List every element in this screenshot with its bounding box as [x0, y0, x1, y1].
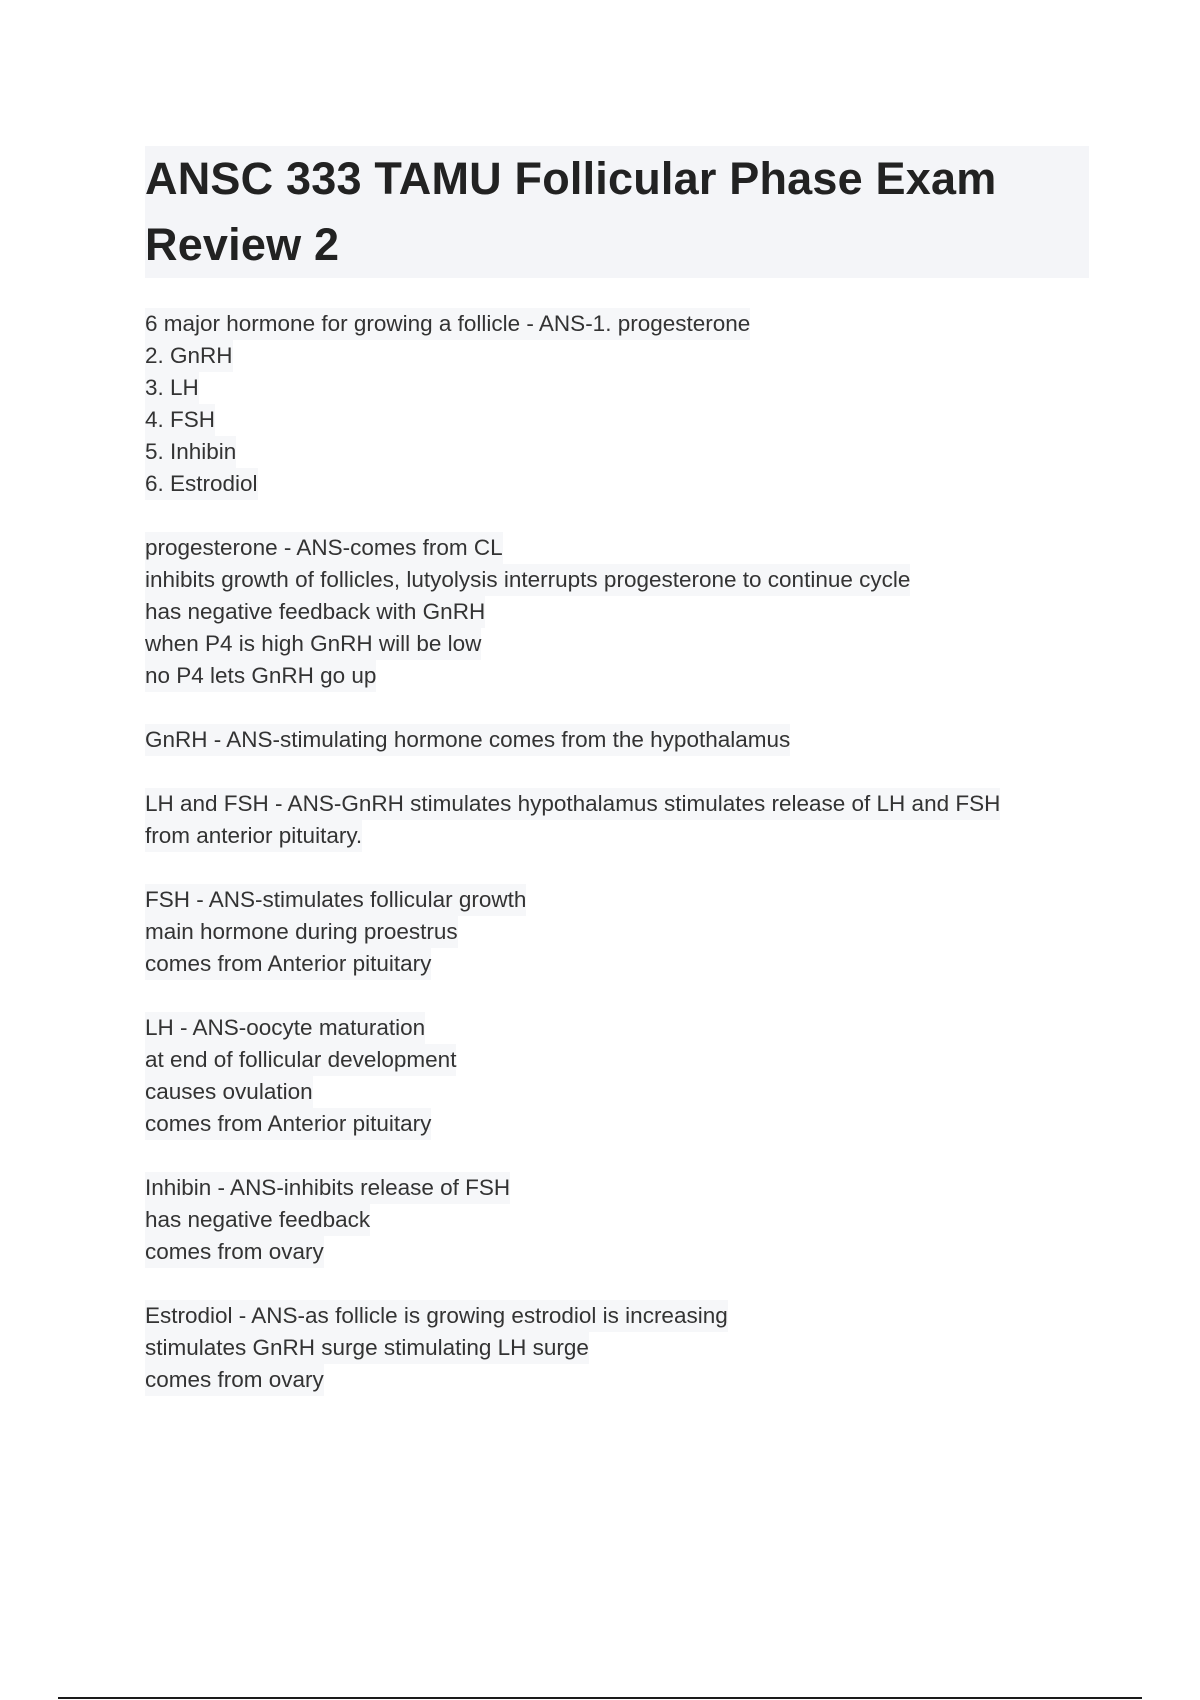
text-line: 6. Estrodiol — [145, 468, 258, 500]
text-line: FSH - ANS-stimulates follicular growth — [145, 884, 526, 916]
text-line: Estrodiol - ANS-as follicle is growing estrodiol is increasing — [145, 1300, 728, 1332]
text-line: at end of follicular development — [145, 1044, 456, 1076]
qa-block — [145, 1172, 1089, 1268]
text-line: main hormone during proestrus — [145, 916, 458, 948]
text-line: causes ovulation — [145, 1076, 313, 1108]
text-line: comes from Anterior pituitary — [145, 1108, 431, 1140]
text-line: 2. GnRH — [145, 340, 233, 372]
text-line: LH - ANS-oocyte maturation — [145, 1012, 425, 1044]
text-line: from anterior pituitary. — [145, 820, 362, 852]
text-line: GnRH - ANS-stimulating hormone comes from the hypothalamus — [145, 724, 790, 756]
text-line: 3. LH — [145, 372, 199, 404]
page-title: ANSC 333 TAMU Follicular Phase Exam Review 2 — [145, 146, 1089, 278]
qa-block — [145, 532, 1089, 692]
text-line: 4. FSH — [145, 404, 215, 436]
text-line: Inhibin - ANS-inhibits release of FSH — [145, 1172, 510, 1204]
qa-block — [145, 884, 1089, 980]
text-line: comes from ovary — [145, 1364, 324, 1396]
text-line: has negative feedback with GnRH — [145, 596, 485, 628]
text-line: when P4 is high GnRH will be low — [145, 628, 481, 660]
qa-block — [145, 788, 1089, 852]
text-line: no P4 lets GnRH go up — [145, 660, 376, 692]
qa-block — [145, 1012, 1089, 1140]
text-line: 6 major hormone for growing a follicle - ANS-1. progesterone — [145, 308, 750, 340]
qa-block — [145, 308, 1089, 500]
text-line: comes from Anterior pituitary — [145, 948, 431, 980]
text-line: 5. Inhibin — [145, 436, 236, 468]
text-line: inhibits growth of follicles, lutyolysis interrupts progesterone to continue cycle — [145, 564, 910, 596]
text-line: stimulates GnRH surge stimulating LH surge — [145, 1332, 589, 1364]
qa-block — [145, 1300, 1089, 1396]
text-line: comes from ovary — [145, 1236, 324, 1268]
qa-block — [145, 724, 1089, 756]
document-body — [145, 308, 1089, 1428]
text-line: has negative feedback — [145, 1204, 370, 1236]
text-line: progesterone - ANS-comes from CL — [145, 532, 503, 564]
footer-divider — [58, 1697, 1142, 1699]
text-line: LH and FSH - ANS-GnRH stimulates hypothalamus stimulates release of LH and FSH — [145, 788, 1000, 820]
